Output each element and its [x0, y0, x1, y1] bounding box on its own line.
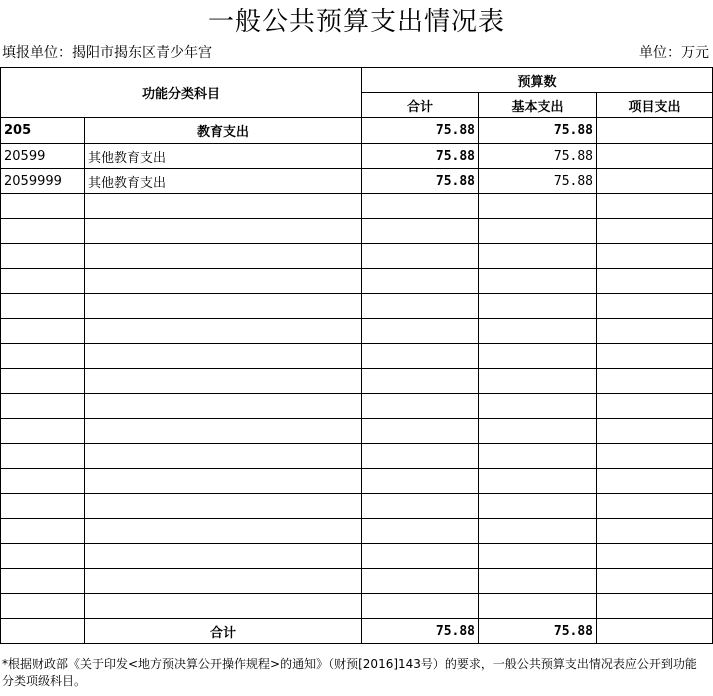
budget-table — [0, 67, 713, 644]
row-project — [597, 169, 713, 194]
currency-unit: 单位：万元 — [639, 45, 709, 61]
empty-row — [1, 394, 713, 419]
reporting-unit: 填报单位：揭阳市揭东区青少年宫 — [2, 45, 212, 61]
row-code: 2059999 — [1, 169, 85, 194]
row-name: 其他教育支出 — [85, 144, 362, 169]
row-project — [597, 144, 713, 169]
empty-row — [1, 369, 713, 394]
empty-row — [1, 269, 713, 294]
empty-row — [1, 494, 713, 519]
row-project — [597, 118, 713, 144]
empty-row — [1, 319, 713, 344]
empty-row — [1, 344, 713, 369]
empty-row — [1, 519, 713, 544]
row-total: 75.88 — [362, 144, 479, 169]
row-basic: 75.88 — [479, 118, 597, 144]
total-label: 合计 — [85, 619, 362, 644]
empty-row — [1, 469, 713, 494]
total-amount: 75.88 — [362, 619, 479, 644]
header-total: 合计 — [362, 93, 479, 118]
empty-row — [1, 594, 713, 619]
header-budget-count: 预算数 — [362, 68, 713, 93]
total-project — [597, 619, 713, 644]
footnote: *根据财政部《关于印发<地方预决算公开操作规程>的通知》（财预[2016]143号）的要求，一般公共预算支出情况表应公开到功能分类项级科目。 — [2, 657, 697, 688]
total-row — [1, 619, 713, 644]
table-row — [1, 118, 713, 144]
empty-row — [1, 294, 713, 319]
row-basic: 75.88 — [479, 169, 597, 194]
table-row — [1, 169, 713, 194]
empty-row — [1, 219, 713, 244]
empty-row — [1, 244, 713, 269]
empty-row — [1, 419, 713, 444]
row-total: 75.88 — [362, 169, 479, 194]
header-project-expense: 项目支出 — [597, 93, 713, 118]
row-name: 其他教育支出 — [85, 169, 362, 194]
empty-row — [1, 569, 713, 594]
row-name: 教育支出 — [85, 118, 362, 144]
empty-row — [1, 444, 713, 469]
row-total: 75.88 — [362, 118, 479, 144]
table-row — [1, 144, 713, 169]
row-code: 205 — [1, 118, 85, 144]
empty-row — [1, 544, 713, 569]
header-function-category: 功能分类科目 — [1, 68, 362, 118]
total-basic: 75.88 — [479, 619, 597, 644]
header-row-1 — [1, 68, 713, 93]
header-basic-expense: 基本支出 — [479, 93, 597, 118]
row-basic: 75.88 — [479, 144, 597, 169]
empty-row — [1, 194, 713, 219]
row-code: 20599 — [1, 144, 85, 169]
page-title: 一般公共预算支出情况表 — [207, 7, 505, 37]
